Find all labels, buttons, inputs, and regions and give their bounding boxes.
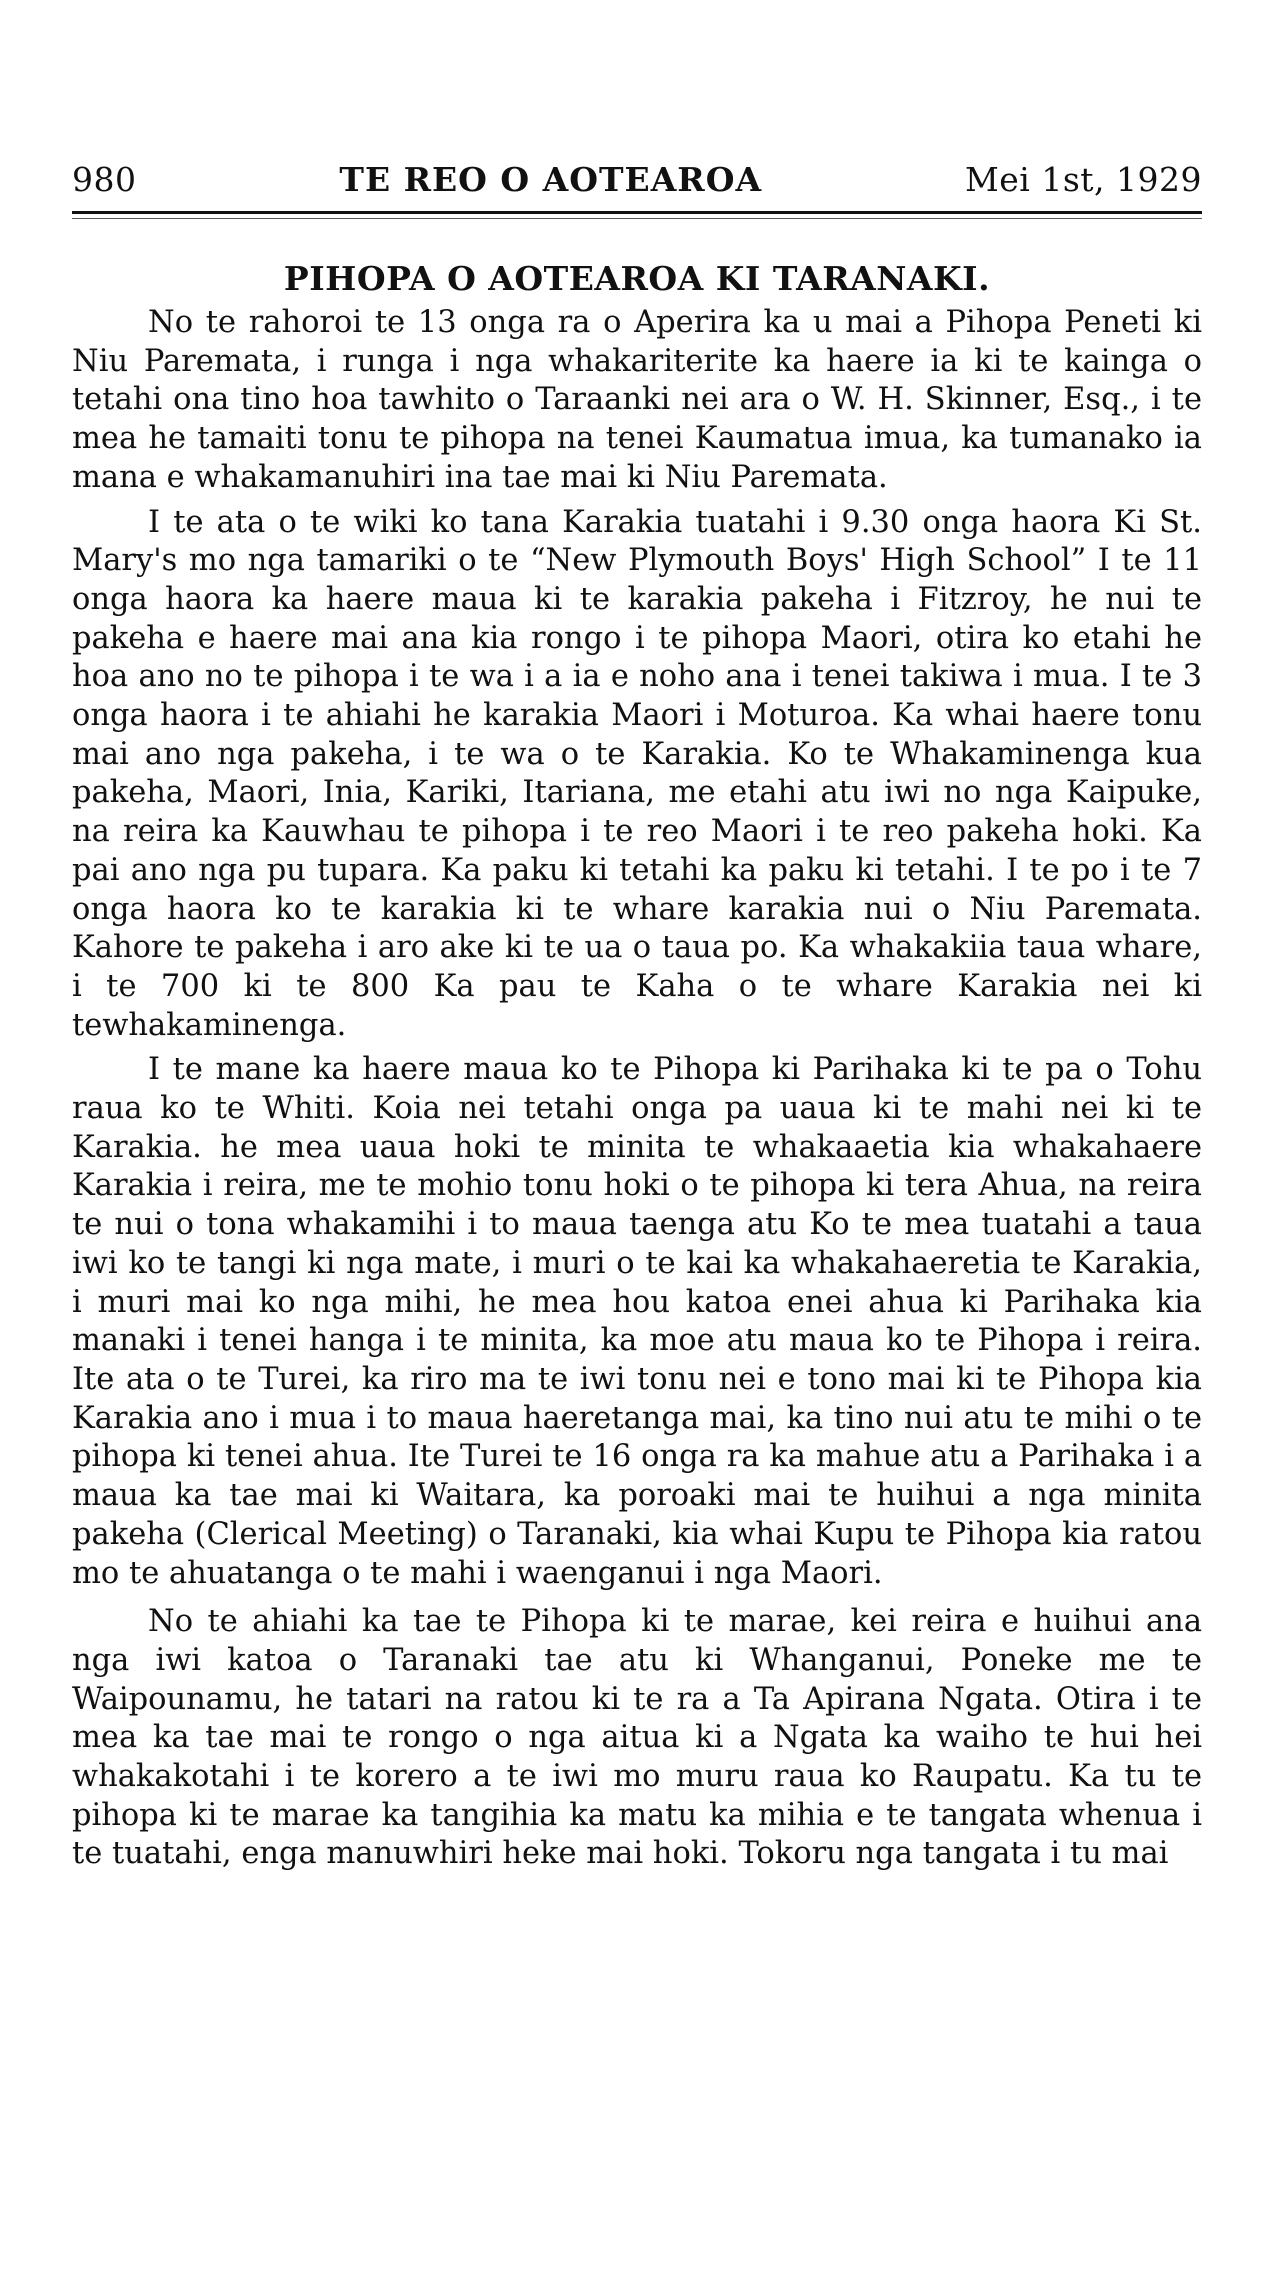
page-number: 980 (72, 160, 137, 199)
paragraph: I te ata o te wiki ko tana Karakia tuatahi i 9.30 onga haora Ki St. Mary's mo nga tamariki o te “New Plymouth Boys' High School” I te 11 onga haora ka haere maua ki te karakia pakeha i Fitzroy, he nui te pakeha e haere mai ana kia rongo i te pihopa Maori, otira ko etahi he hoa ano no te pihopa i te wa i a ia e noho ana i tenei takiwa i mua. I te 3 onga haora i te ahiahi he karakia Maori i Moturoa. Ka whai haere tonu mai ano nga pakeha, i te wa o te Karakia. Ko te Whakaminenga kua pakeha, Maori, Inia, Kariki, Itariana, me etahi atu iwi no nga Kaipuke, na reira ka Kauwhau te pihopa i te reo Maori i te reo pakeha hoki. Ka pai ano nga pu tupara. Ka paku ki tetahi ka paku ki tetahi. I te po i te 7 onga haora ko te karakia ki te whare karakia nui o Niu Paremata. Kahore te pakeha i aro ake ki te ua o taua po. Ka whakakiia taua whare, i te 700 ki te 800 Ka pau te Kaha o te whare Karakia nei ki tewhakaminenga. (72, 504, 1202, 1043)
paragraph: No te ahiahi ka tae te Pihopa ki te marae, kei reira e huihui ana nga iwi katoa o Taranaki tae atu ki Whanganui, Poneke me te Waipounamu, he tatari na ratou ki te ra a Ta Apirana Ngata. Otira i te mea ka tae mai te rongo o nga aitua ki a Ngata ka waiho te hui hei whakakotahi i te korero a te iwi mo muru raua ko Raupatu. Ka tu te pihopa ki te marae ka tangihia ka matu ka mihia e te tangata whenua i te tuatahi, enga manuwhiri heke mai hoki. Tokoru nga tangata i tu mai (72, 1604, 1202, 1872)
issue-date: Mei 1st, 1929 (964, 160, 1202, 199)
article-title: PIHOPA O AOTEAROA KI TARANAKI. (283, 259, 991, 298)
header-rule-thin (72, 218, 1202, 219)
paragraph: No te rahoroi te 13 onga ra o Aperira ka u mai a Pihopa Peneti ki Niu Paremata, i runga i nga whakariterite ka haere ia ki te kainga o tetahi ona tino hoa tawhito o Taraanki nei ara o W. H. Skinner, Esq., i te mea he tamaiti tonu te pihopa na tenei Kaumatua imua, ka tumanako ia mana e whakamanuhiri ina tae mai ki Niu Paremata. (72, 305, 1202, 495)
paragraph: I te mane ka haere maua ko te Pihopa ki Parihaka ki te pa o Tohu raua ko te Whiti. Koia nei tetahi onga pa uaua ki te mahi nei ki te Karakia. he mea uaua hoki te minita te whakaaetia kia whakahaere Karakia i reira, me te mohio tonu hoki o te pihopa ki tera Ahua, na reira te nui o tona whakamihi i to maua taenga atu Ko te mea tuatahi a taua iwi ko te tangi ki nga mate, i muri o te kai ka whakahaeretia te Karakia, i muri mai ko nga mihi, he mea hou katoa enei ahua ki Parihaka kia manaki i tenei hanga i te minita, ka moe atu maua ko te Pihopa i reira. Ite ata o te Turei, ka riro ma te iwi tonu nei e tono mai ki te Pihopa kia Karakia ano i mua i to maua haeretanga mai, ka tino nui atu te mihi o te pihopa ki tenei ahua. Ite Turei te 16 onga ra ka mahue atu a Parihaka i a maua ka tae mai ki Waitara, ka poroaki mai te huihui a nga minita pakeha (Clerical Meeting) o Taranaki, kia whai Kupu te Pihopa kia ratou mo te ahuatanga o te mahi i waenganui i nga Maori. (72, 1052, 1202, 1591)
journal-page (72, 160, 1202, 1880)
running-head (72, 160, 1202, 209)
header-rule (72, 211, 1202, 214)
publication-title: TE REO O AOTEAROA (339, 160, 763, 199)
